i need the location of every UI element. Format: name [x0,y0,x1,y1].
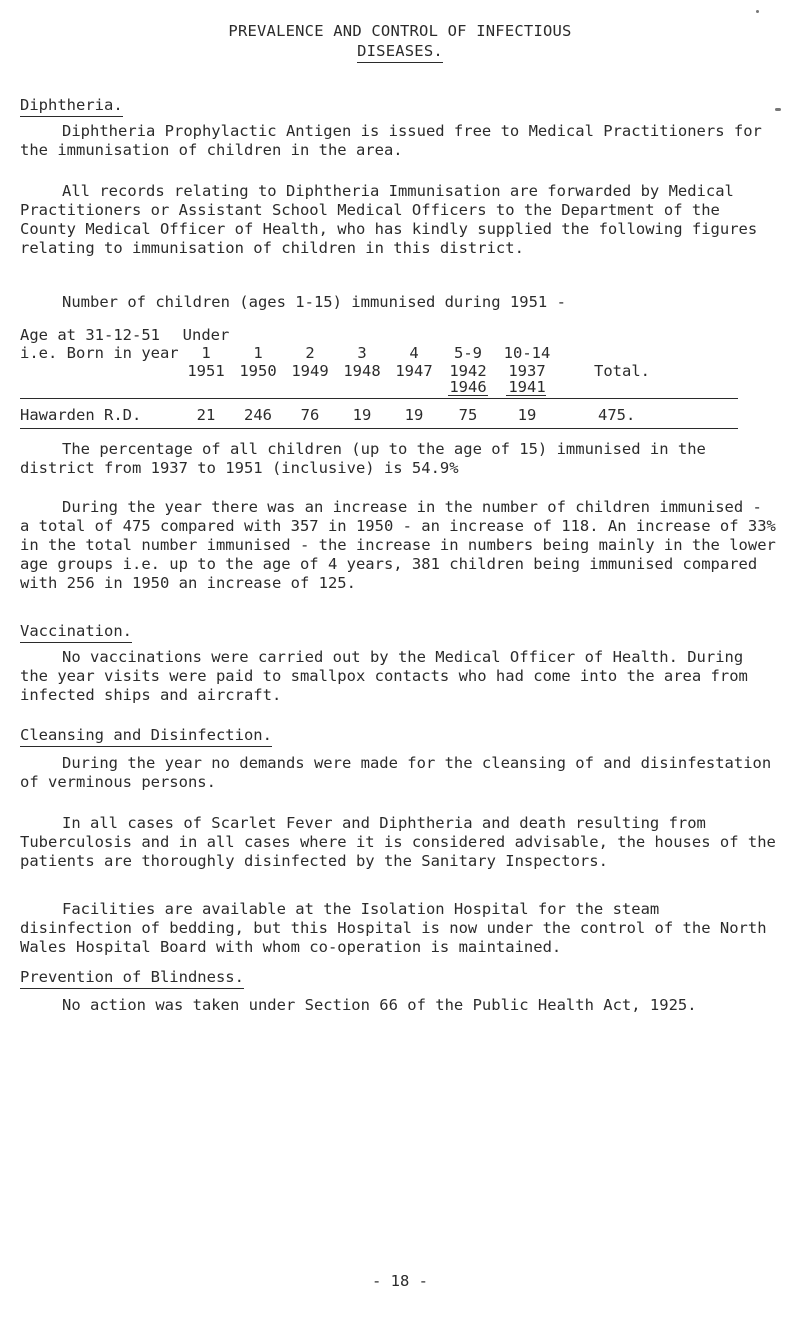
vaccination-title: Vaccination. [20,622,132,643]
column-year: 1951 [187,362,225,380]
row-value: 246 [244,406,272,424]
column-age: 1 [201,344,211,362]
column-year-extra: 1946 [449,378,487,396]
column-year: 1947 [395,362,433,380]
row-value: 19 [517,406,537,424]
year-range-underline [506,395,546,396]
cleansing-paragraph-3: Facilities are available at the Isolation Hospital for the steam disinfection of bedding, but this Hospital is now under the control of the North Wales Hospital Board with whom co-operation is maintained. [20,900,767,956]
blindness-title: Prevention of Blindness. [20,968,244,989]
page-number: - 18 - [372,1272,428,1290]
row-total: 475. [598,406,636,424]
document-heading-line1 [0,22,800,40]
blindness-paragraph: No action was taken under Section 66 of the Public Health Act, 1925. [62,996,697,1014]
row-value: 76 [300,406,320,424]
total-header: Total. [594,362,650,380]
cleansing-paragraph-1: During the year no demands were made for the cleansing of and disinfestation of verminous persons. [20,754,772,791]
column-age: 3 [357,344,367,362]
column-top-label: Under [182,326,230,344]
diphtheria-paragraph-2: All records relating to Diphtheria Immunisation are forwarded by Medical Practitioners or Assistant School Medical Officers to the Department of the County Medical Officer of Health, who has kindly supplied the following figures relating to immunisation of children in this district. [20,182,758,257]
column-year: 1937 [508,362,546,380]
born-label: i.e. Born in year [20,344,179,362]
scan-mark [775,108,781,111]
column-year: 1948 [343,362,381,380]
percentage-paragraph: The percentage of all children (up to the age of 15) immunised in the district from 1937 to 1951 (inclusive) is 54.9% [20,440,706,477]
row-value: 19 [404,406,424,424]
age-label: Age at 31-12-51 [20,326,160,344]
row-label: Hawarden R.D. [20,406,142,424]
row-value: 19 [352,406,372,424]
column-year: 1950 [239,362,277,380]
diphtheria-paragraph-1: Diphtheria Prophylactic Antigen is issued free to Medical Practitioners for the immunisation of children in the area. [20,122,762,159]
scan-mark [756,10,759,13]
document-heading-line2 [0,42,800,63]
heading-text-1: PREVALENCE AND CONTROL OF INFECTIOUS [228,22,572,40]
year-range-underline [448,395,488,396]
immunisation-table-caption: Number of children (ages 1-15) immunised during 1951 - [62,293,566,311]
column-age: 4 [409,344,419,362]
cleansing-paragraph-2: In all cases of Scarlet Fever and Diphtheria and death resulting from Tuberculosis and in all cases where it is considered advisable, the houses of the patients are thoroughly disinfected by the Sanitary Inspectors. [20,814,776,870]
column-year: 1949 [291,362,329,380]
row-value: 75 [458,406,478,424]
heading-text-2: DISEASES. [357,42,443,63]
immunisation-table [20,326,780,426]
row-value: 21 [196,406,216,424]
vaccination-paragraph: No vaccinations were carried out by the Medical Officer of Health. During the year visits were paid to smallpox contacts who had come into the area from infected ships and aircraft. [20,648,748,704]
cleansing-title: Cleansing and Disinfection. [20,726,272,747]
column-age: 2 [305,344,315,362]
column-age: 5-9 [454,344,482,362]
column-year: 1942 [449,362,487,380]
column-year-extra: 1941 [508,378,546,396]
table-header-rule [20,398,738,399]
column-age: 1 [253,344,263,362]
table-bottom-rule [20,428,738,429]
increase-paragraph: During the year there was an increase in the number of children immunised - a total of 475 compared with 357 in 1950 - an increase of 118. An increase of 33% in the total number immunised - the increase in numbers being mainly in the lower age groups i.e. up to the age of 4 years, 381 children being immunised compared with 256 in 1950 an increase of 125. [20,498,776,592]
diphtheria-title: Diphtheria. [20,96,123,117]
column-age: 10-14 [503,344,551,362]
